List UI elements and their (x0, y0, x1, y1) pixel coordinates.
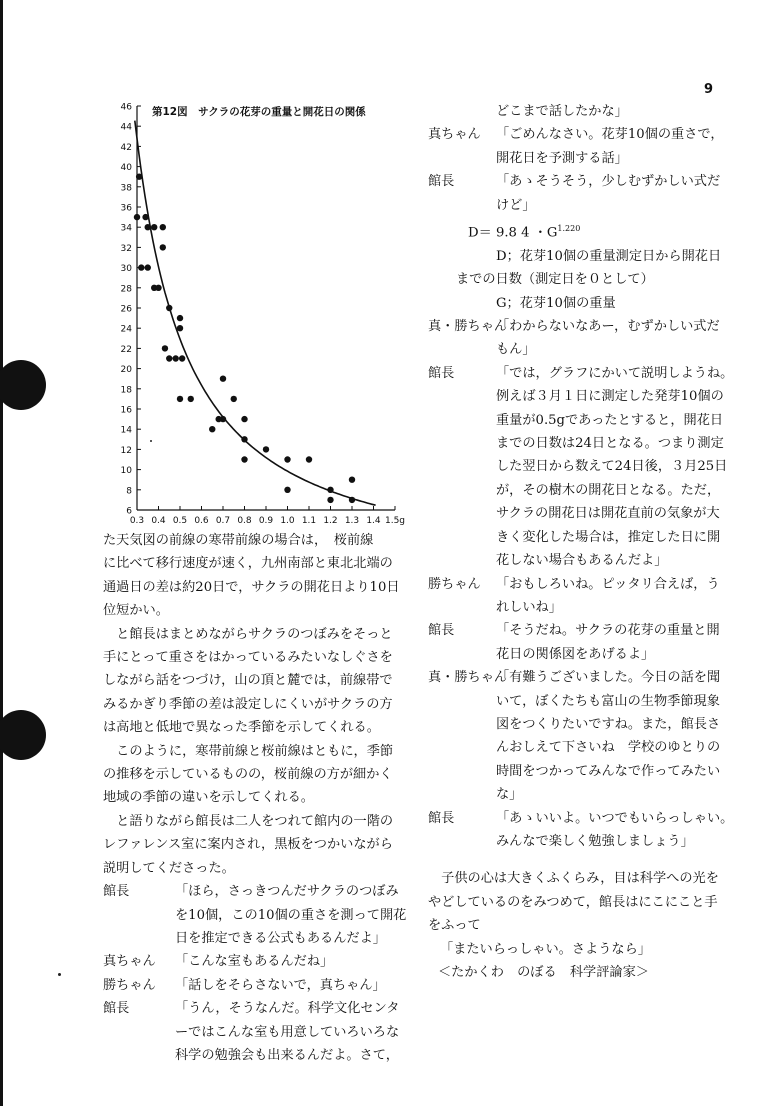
text-line: と語りながら館長は二人をつれて館内の一階の (103, 813, 394, 829)
speech-line: 「あゝそうそう，少しむずかしい式だ (496, 174, 721, 190)
text-line: 手にとって重さをはかっているみたいなしぐさを (103, 650, 393, 666)
speaker-name: 真・勝ちゃん (428, 670, 508, 686)
data-point (160, 224, 166, 230)
speaker-name: 真ちゃん (428, 127, 481, 143)
speech-line: 「あゝいいよ。いつでもいらっしゃい。 (496, 810, 734, 826)
text-line: の推移を示しているものの，桜前線の方が細かく (103, 767, 393, 783)
continued-line: どこまで話したかな」 (496, 104, 628, 119)
speech-line: 「では，グラフにかいて説明しようね。 (496, 365, 734, 381)
left-dialogue (103, 880, 407, 1067)
speech-line: 「おもしろいね。ピッタリ合えば，う (496, 576, 720, 592)
y-tick-label: 24 (120, 324, 132, 335)
speech-line: が，その樹木の開花日となる。ただ， (496, 482, 721, 498)
data-point (136, 174, 142, 180)
speech-line: んおしえて下さいね 学校のゆとりの (496, 740, 721, 756)
speaker-name: 勝ちゃん (428, 576, 481, 592)
speech-line: 時間をつかってみんなで作ってみたい (496, 763, 721, 779)
data-point (220, 376, 226, 382)
closing-line: 子供の心は大きくふくらみ，目は科学への光を (428, 871, 719, 887)
punch-hole (0, 710, 46, 760)
dialogue-entry (428, 170, 758, 217)
text-line: このように，寒帯前線と桜前線はともに，季節 (103, 743, 394, 759)
text-line: た天気図の前線の寒帯前線の場合は， 桜前線 (103, 533, 374, 548)
data-point (263, 446, 269, 452)
weight-bloom-chart (100, 96, 405, 526)
dialogue-entry (428, 619, 758, 666)
y-tick-label: 30 (120, 264, 132, 275)
data-point (188, 396, 194, 402)
y-tick-label: 26 (120, 304, 132, 315)
data-point (162, 345, 168, 351)
speech-line: 「ほら，さっきつんだサクラのつぼみ (175, 884, 399, 900)
dialogue-entry (428, 573, 758, 620)
y-tick-label: 46 (120, 102, 132, 113)
data-point (209, 426, 215, 432)
dialogue-entry (428, 807, 758, 854)
speech-line: いて，ぼくたちも富山の生物季節現象 (496, 693, 720, 709)
speech-line: 重量が0.5gであったとすると，開花日 (496, 412, 724, 428)
speech-line: 花日の関係図をあげるよ」 (496, 646, 655, 662)
speaker-name: 館長 (428, 174, 455, 190)
right-dialogue-1 (428, 123, 758, 217)
y-tick-label: 12 (120, 445, 132, 456)
speech (496, 619, 720, 666)
definition-line: D；花芽10個の重量測定日から開花日 (496, 248, 722, 264)
left-column (103, 529, 407, 1067)
y-tick-label: 34 (120, 223, 132, 234)
text-line: レファレンス室に案内され，黒板をつかいながら (103, 837, 393, 853)
speech-line: サクラの開花日は開花直前の気象が大 (496, 506, 720, 522)
chart-title: 第12図 サクラの花芽の重量と開花日の関係 (152, 106, 366, 118)
dialogue-entry (428, 666, 758, 806)
speech (175, 950, 333, 973)
data-point (179, 355, 185, 361)
x-tick-label: 1.2 (323, 516, 338, 526)
data-point (151, 224, 157, 230)
speaker-name: 館長 (428, 810, 455, 826)
farewell-line: 「またいらっしゃい。さようなら」 (440, 941, 651, 957)
right-column (428, 100, 758, 984)
data-point (349, 497, 355, 503)
x-tick-label: 0.4 (151, 516, 166, 526)
x-tick-label: 1.4 (366, 516, 381, 526)
speaker-name: 館長 (103, 884, 130, 900)
speech (175, 974, 386, 997)
data-point (160, 244, 166, 250)
speech-line: 「うん，そうなんだ。科学文化センタ (175, 1001, 400, 1017)
y-tick-label: 16 (120, 405, 132, 416)
data-point (241, 436, 247, 442)
x-tick-label: 1.0 (280, 516, 295, 526)
text-line: しながら話をつづけ，山の頂と麓では，前線帯で (103, 673, 393, 689)
y-tick-label: 32 (120, 243, 132, 254)
speech-line: みんなで楽しく勉強しましょう」 (496, 833, 694, 849)
data-point (138, 264, 144, 270)
x-tick-label: 0.7 (215, 516, 231, 526)
y-tick-label: 38 (120, 183, 132, 194)
closing-line: やどしているのをみつめて，館長はにこにこと手 (428, 894, 718, 910)
definitions (428, 245, 758, 315)
speech-line: もん」 (496, 342, 536, 358)
data-point (173, 355, 179, 361)
speech-line: 科学の勉強会も出来るんだよ。さて， (175, 1047, 399, 1063)
y-tick-label: 18 (120, 385, 132, 396)
formula-text: D＝ 9.8 4 ・G (468, 225, 558, 241)
data-point (134, 214, 140, 220)
speech-line: 日を推定できる公式もあるんだよ」 (175, 930, 386, 946)
data-point (145, 264, 151, 270)
speech (496, 666, 720, 806)
speaker-name: 真ちゃん (103, 954, 156, 970)
formula-exponent: 1.220 (557, 224, 581, 234)
dialogue-entry (103, 950, 403, 973)
data-point (177, 315, 183, 321)
text-line: 位短かい。 (103, 603, 169, 619)
speech-line: 「ごめんなさい。花芽10個の重さで， (496, 127, 724, 143)
data-point (349, 477, 355, 483)
y-tick-label: 40 (120, 163, 132, 174)
speech-line: 「有難うございました。今日の話を聞 (496, 670, 721, 686)
data-point (241, 416, 247, 422)
speech-line: 「こんな室もあるんだね」 (175, 954, 334, 970)
speech-line: 花しない場合もあるんだよ」 (496, 553, 668, 569)
data-point (177, 325, 183, 331)
y-tick-label: 44 (120, 122, 132, 133)
page-edge (0, 0, 3, 1106)
data-point (142, 214, 148, 220)
data-point (166, 305, 172, 311)
data-point (306, 456, 312, 462)
speech (496, 123, 724, 170)
closing-line: をふって (428, 918, 481, 934)
speech-line: 図をつくりたいですね。また，館長さ (496, 716, 721, 732)
speech (496, 807, 733, 854)
x-tick-label: 1.1 (301, 516, 317, 526)
text-line: みるかぎり季節の差は設定しにくいがサクラの方 (103, 696, 393, 712)
data-point (145, 224, 151, 230)
page-number: 9 (704, 82, 714, 97)
speech-line: 「話しをそらさないで，真ちゃん」 (175, 977, 386, 993)
right-dialogue-2 (428, 315, 758, 853)
left-paragraphs (103, 529, 403, 880)
stray-mark (58, 973, 61, 976)
definition-line: までの日数（測定日を０として） (456, 272, 654, 288)
speech (496, 573, 720, 620)
speaker-name: 真・勝ちゃん (428, 319, 508, 335)
speaker-name: 館長 (428, 365, 455, 381)
data-point (231, 396, 237, 402)
speech-line: ーではこんな室も用意していろいろな (175, 1024, 400, 1040)
speech-line: した翌日から数えて24日後，３月25日 (496, 459, 728, 475)
speech (496, 170, 720, 217)
speaker-name: 勝ちゃん (103, 977, 156, 993)
x-tick-label: 0.3 (129, 516, 145, 526)
speech-line: けど」 (496, 197, 536, 213)
speech (175, 880, 406, 950)
data-point (241, 456, 247, 462)
x-tick-label: 0.5 (172, 516, 188, 526)
dialogue-entry (428, 123, 758, 170)
text-line: に比べて移行速度が速く，九州南部と東北北端の (103, 556, 393, 572)
text-line: 通過日の差は約20日で，サクラの開花日より10日 (103, 579, 400, 595)
x-tick-label: 0.6 (194, 516, 209, 526)
text-line: 説明してくださった。 (103, 860, 235, 876)
data-point (284, 487, 290, 493)
data-point (155, 285, 161, 291)
dialogue-entry (103, 880, 407, 950)
text-line: と館長はまとめながらサクラのつぼみをそっと (103, 626, 393, 642)
speech (175, 997, 399, 1067)
speech (496, 362, 733, 573)
data-point (327, 487, 333, 493)
dialogue-entry (428, 315, 758, 362)
speech-line: きく変化した場合は，推定した日に開 (496, 529, 721, 545)
y-tick-label: 6 (126, 506, 132, 517)
speaker-name: 館長 (103, 1001, 130, 1017)
data-point (166, 355, 172, 361)
dialogue-entry (428, 362, 758, 573)
speech-line: 「わからないなあー，むずかしい式だ (496, 319, 720, 335)
closing-paragraph (428, 867, 758, 937)
data-point (327, 497, 333, 503)
speech-line: 開花日を予測する話」 (496, 150, 628, 166)
text-line: は高地と低地で異なった季節を示してくれる。 (103, 720, 380, 736)
data-point (216, 416, 222, 422)
y-tick-label: 8 (126, 486, 132, 497)
formula (428, 217, 758, 245)
x-tick-label: 0.9 (258, 516, 274, 526)
y-tick-label: 28 (120, 284, 132, 295)
x-tick-label: 1.3 (344, 516, 360, 526)
speech-line: までの日数は24日となる。つまり測定 (496, 436, 724, 452)
regression-curve (135, 121, 376, 506)
speech-line: を10個，この10個の重さを測って開花 (175, 907, 407, 923)
punch-hole (0, 360, 46, 410)
data-point (177, 396, 183, 402)
text-line: 地域の季節の違いを示してくれる。 (103, 790, 314, 806)
y-tick-label: 42 (120, 142, 132, 153)
y-tick-label: 10 (120, 466, 132, 477)
dialogue-entry (103, 997, 403, 1067)
speaker-name: 館長 (428, 623, 455, 639)
speech (496, 315, 720, 362)
x-tick-label: 1.5g (384, 516, 405, 526)
speech-line: れしいね」 (496, 599, 562, 615)
speech-line: 「そうだね。サクラの花芽の重量と開 (496, 623, 720, 639)
y-tick-label: 14 (120, 425, 132, 436)
y-tick-label: 36 (120, 203, 132, 214)
dialogue-entry (103, 974, 403, 997)
author-credit: ＜たかくわ のぼる 科学評論家＞ (438, 965, 649, 981)
definition-line: G；花芽10個の重量 (496, 295, 616, 311)
speech-line: 例えば３月１日に測定した発芽10個の (496, 389, 724, 405)
y-tick-label: 20 (120, 365, 132, 376)
x-tick-label: 0.8 (237, 516, 252, 526)
y-tick-label: 22 (120, 344, 132, 355)
speech-line: な」 (496, 787, 523, 803)
data-point (284, 456, 290, 462)
